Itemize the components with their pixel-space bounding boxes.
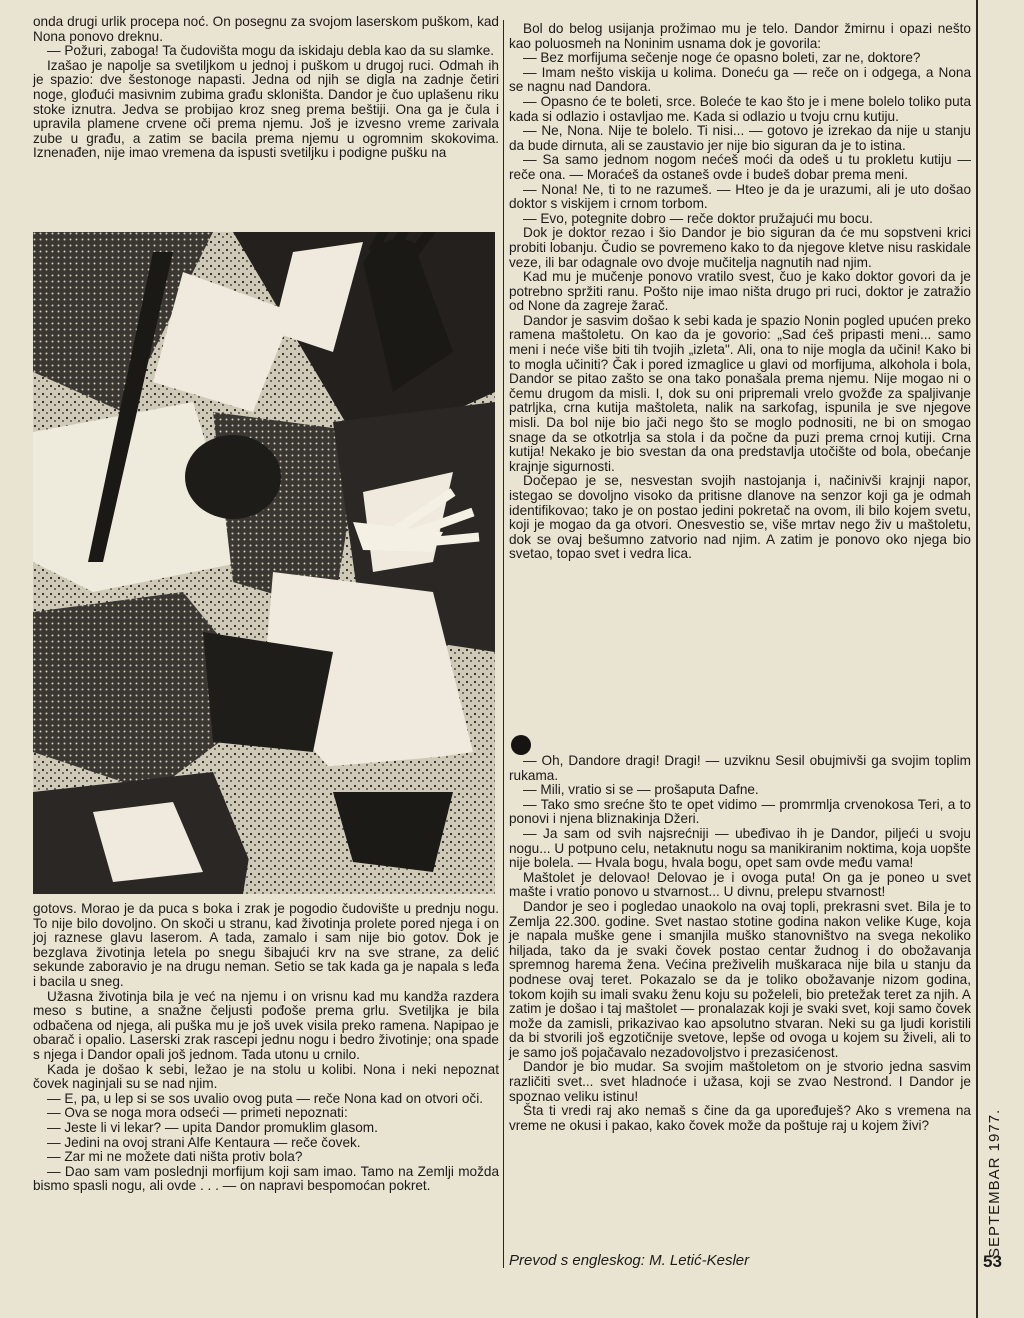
paragraph: Maštolet je delovao! Delovao je i ovoga puta! On ga je poneo u svet mašte i vratio ponovo u stvarnost... U divnu, prelepu stvarnost!	[509, 869, 971, 900]
issue-date: SEPTEMBAR 1977.	[986, 1108, 1003, 1258]
paragraph: Užasna životinja bila je već na njemu i on vrisnu kad mu kandža razdera meso s butine, a snažne čeljusti pođoše prema grlu. Svetiljka je bila odbačena od njega, ali puška mu je još uvek visila preko ramena. Napipao je obarač i opalio. Laserski zrak rascepi jednu nogu i bedro životinje; ona spade s njega i Dandor opali još jednom. Tada utonu u crnilo.	[33, 988, 499, 1062]
illustration	[33, 232, 495, 894]
paragraph: Kad mu je mučenje ponovo vratilo svest, čuo je kako doktor govori da je potrebno spržiti ranu. Pošto nije imao ništa drugo pri ruci, doktor je zatražio od None da zagreje žarač.	[509, 269, 971, 314]
right-column	[509, 22, 971, 562]
paragraph: Izašao je napolje sa svetiljkom u jednoj i puškom u drugoj ruci. Odmah ih je spazio: dve šestonoge napasti. Jedna od njih se digla na zadnje četiri noge, glođući masivnim zubima građu skloništa. Dandor je čuo uplašenu riku stoke iznutra. Jedva se probijao kroz sneg prema beštiji. Ona ga je čula i upravila plamene crvene oči prema njemu. Još je izvesno vreme zarivala zube u građu, a zatim se bacila prema njemu u ogromnim skokovima. Iznenađen, nije imao vremena da ispusti svetiljku i podigne pušku na	[33, 57, 499, 161]
paragraph: — Jeste li vi lekar? — upita Dandor promuklim glasom.	[47, 1119, 378, 1135]
paragraph: Šta ti vredi raj ako nemaš s čine da ga upoređuješ? Ako s vremena na vreme ne okusi i pakao, kako čovek može da poštuje raj u kojem živi?	[509, 1103, 971, 1133]
section-break-dot	[511, 735, 531, 755]
paragraph: onda drugi urlik procepa noć. On posegnu za svojom laserskom puškom, kad Nona ponovo dreknu.	[33, 14, 499, 44]
paragraph: — Evo, potegnite dobro — reče doktor pružajući mu bocu.	[523, 210, 873, 226]
paragraph: — Bez morfijuma sečenje noge će opasno boleti, zar ne, doktore?	[523, 50, 921, 66]
paragraph: — Zar mi ne možete dati ništa protiv bola?	[47, 1149, 303, 1165]
paragraph: Dandor je seo i pogledao unaokolo na ovaj topli, prekrasni svet. Bila je to Zemlja 22.300. godine. Svet nastao stotine godina nakon velike Kuge, koja je napala muške gene i smanjila muško stanovništvo na svega nekoliko hiljada, tako da je svaki čovek postao centar žudnog i do obožavanja spremnog harema žena. Većina preživelih muškaraca nije bila u stanju da podnese ovaj teret. Pokazalo se da je toliko obožavanje nizom godina, tokom kojih su imali svaku ženu koju su poželeli, bio pretežak teret za njih. A zatim je došao i taj maštolet — pronalazak koji je svaki svet, koji samo čovek može da zamisli, prikazivao kao apsolutno stvaran. Neki su ga ljudi koristili da bi stvorili još egzotičnije svetove, lepše od ovoga u kojem su živeli, ali to je samo još pojačavalo nezadovoljstvo i prezasićenost.	[509, 898, 971, 1060]
paragraph: Dandor je bio mudar. Sa svojim maštoletom on je stvorio jedna sasvim različiti svet... svet hladnoće i užasa, koji se zvao Nestrond. I Dandor je spoznao veliku istinu!	[509, 1059, 971, 1104]
paragraph: — Oh, Dandore dragi! Dragi! — uzviknu Sesil obujmivši ga svojim toplim rukama.	[509, 753, 971, 783]
paragraph: — Nona! Ne, ti to ne razumeš. — Hteo je da je urazumi, ali je uto došao doktor s viskijem i crnom torbom.	[509, 181, 971, 212]
translator-credit: Prevod s engleskog: M. Letić-Kesler	[509, 1252, 750, 1269]
page-number: 53	[983, 1252, 1002, 1271]
left-column-bottom	[33, 902, 499, 1194]
paragraph: — Opasno će te boleti, srce. Boleće te kao što je i mene bolelo toliko puta kada si odlazio i ostavljao me. Kada si odlazio u tvoju crnu kutiju.	[509, 93, 971, 124]
paragraph: Dandor je sasvim došao k sebi kada je spazio Nonin pogled upućen preko ramena maštoletu. On kao da je govorio: „Sad ćeš pripasti meni... samo meni i neće više biti tih tvojih „izleta". Ali, ona to nije mogla da učini! Kako bi to mogla učiniti? Čak i pored izmaglice u glavi od morfijuma, alkohola i bola, Dandor se pitao zašto se ona tako ponašala prema njemu. Nije mogao ni o čemu drugom da misli. I, dok su oni pripremali vrelo gvožđe za spaljivanje patrljka, crna kutija maštoleta, nalik na sarkofag, ispunila je sve njegove misli. Da bol nije bio jači nego što se moglo podnositi, ne bi on smogao snage da se otkotrlja sa stola i da počne da puzi prema crnoj kutiji. Crna kutija! Nekako je bio svestan da ona predstavlja utočište od bola, obećanje krajnje sigurnosti.	[509, 312, 971, 474]
paragraph: Kada je došao k sebi, ležao je na stolu u kolibi. Nona i neki nepoznat čovek naginjali su se nad njim.	[33, 1061, 499, 1092]
paragraph: — Sa samo jednom nogom nećeš moći da odeš u tu prokletu kutiju — reče ona. — Moraćeš da ostaneš ovde i budeš dobar prema meni.	[509, 152, 971, 182]
paragraph: — Požuri, zaboga! Ta čudovišta mogu da iskidaju debla kao da su slamke.	[47, 43, 495, 59]
paragraph: — Ja sam od svih najsrećniji — ubeđivao ih je Dandor, piljeći u svoju nogu... U potpuno celu, netaknutu nogu sa manikiranim noktima, koja uopšte nije bolela. — Hvala bogu, hvala bogu, opet sam ovde među vama!	[509, 825, 971, 871]
paragraph: — Ova se noga mora odseći — primeti nepoznati:	[47, 1105, 348, 1121]
paragraph: — E, pa, u lep si se sos uvalio ovog puta — reče Nona kad on otvori oči.	[47, 1090, 483, 1106]
paragraph: Dok je doktor rezao i šio Dandor je bio siguran da će mu sopstveni krici probiti lobanju. Čudio se povremeno kako to da njegove kletve nisu raskidale veze, ili bar odagnale ovo dvoje mučitelja nagnutih nad njim.	[509, 225, 971, 270]
paragraph: Dočepao je se, nesvestan svojih nastojanja i, načinivši krajnji napor, istegao se dovoljno visoko da pritisne dlanove na senzor koji ga je odmah identifikovao; tako je on postao jedini pokretač na ovom, ili bilo kojem svetu, koji je mogao da ga otvori. Onesvestio se, više mrtav nego živ u maštoletu, dok se ovaj bešumno zatvorio nad njim. A zatim je ponovo oko njega bio svetao, topao svet i vedra lica.	[509, 473, 971, 562]
right-column-continued	[509, 754, 971, 1133]
paragraph: — Dao sam vam poslednji morfijum koji sam imao. Tamo na Zemlji možda bismo spasli nogu, ali ovde . . . — on napravi bespomoćan pokret.	[33, 1163, 499, 1194]
margin-rule	[976, 0, 978, 1318]
left-column-top	[33, 15, 499, 161]
paragraph: — Imam nešto viskija u kolima. Doneću ga — reče on i odgega, a Nona se nagnu nad Dandora.	[509, 64, 971, 95]
paragraph: Bol do belog usijanja prožimao mu je telo. Dandor žmirnu i opazi nešto kao poluosmeh na Noninim usnama dok je govorila:	[509, 21, 971, 51]
paragraph: gotovs. Morao je da puca s boka i zrak je pogodio čudovište u prednju nogu. To nije bilo dovoljno. On skoči u stranu, kad životinja prolete pored njega i on joj raznese glavu laserom. A tada, zamalo i sam nije bio gotov. Dok je bezglava životinja letela po snegu šibajući krv na sve strane, za delić sekunde zaboravio je na drugu neman. Setio se tak kada ga je napala s leđa i bacila u sneg.	[33, 901, 499, 989]
paragraph: — Tako smo srećne što te opet vidimo — promrmlja crvenokosa Teri, a to ponovi i njena bliznakinja Džeri.	[509, 796, 971, 827]
paragraph: — Ne, Nona. Nije te bolelo. Ti nisi... — gotovo je izrekao da nije u stanju da bude dirnuta, ali se zaustavio jer nije bio siguran da je to istina.	[509, 123, 971, 153]
column-divider	[503, 20, 504, 1268]
paragraph: — Mili, vratio si se — prošaputa Dafne.	[523, 782, 759, 798]
paragraph: — Jedini na ovoj strani Alfe Kentaura — reče čovek.	[47, 1134, 361, 1150]
abstract-figures-illustration	[33, 232, 495, 894]
